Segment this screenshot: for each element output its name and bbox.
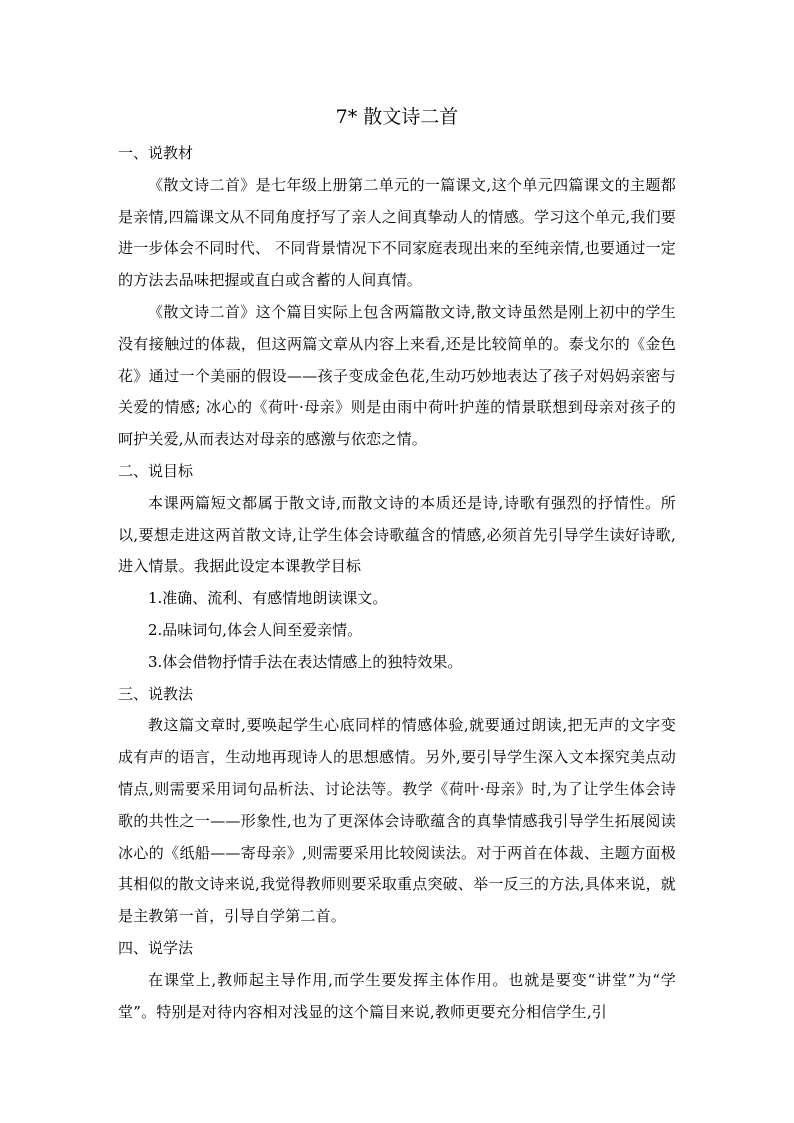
section-heading-teaching-material: 一、说教材 [118,144,194,162]
paragraph: 在课堂上,教师起主导作用,而学生要发挥主体作用。也就是要变“讲堂”为“学堂”。特别是对待内容相对浅显的这个篇目来说,教师更要充分相信学生,引 [118,970,676,1021]
objective-item: 2.品味词句,体会人间至爱亲情。 [148,620,363,639]
paragraph: 《散文诗二首》这个篇目实际上包含两篇散文诗,散文诗虽然是刚上初中的学生没有接触过的体裁，但这两篇文章从内容上来看,还是比较简单的。泰戈尔的《金色花》通过一个美丽的假设——孩子变成金色花,生动巧妙地表达了孩子对妈妈亲密与关爱的情感; 冰心的《荷叶·母亲》则是由雨中荷叶护莲的情景联想到母亲对孩子的呵护关爱,从而表达对母亲的感激与依恋之情。 [118,302,676,449]
paragraph: 本课两篇短文都属于散文诗,而散文诗的本质还是诗,诗歌有强烈的抒情性。所以,要想走进这两首散文诗,让学生体会诗歌蕴含的情感,必须首先引导学生读好诗歌,进入情景。我据此设定本课教学目标 [118,493,676,576]
section-heading-teaching-method: 三、说教法 [118,684,194,703]
objective-item: 1.准确、流利、有感情地朗读课文。 [148,589,388,608]
paragraph: 教这篇文章时,要唤起学生心底同样的情感体验,就要通过朗读,把无声的文字变成有声的语言，生动地再现诗人的思想感情。另外,要引导学生深入文本探究美点动情点,则需要采用词句品析法、讨论法等。教学《荷叶·母亲》时,为了让学生体会诗歌的共性之一——形象性,也为了更深体会诗歌蕴含的真挚情感我引导学生拓展阅读冰心的《纸船——寄母亲》,则需要采用比较阅读法。对于两首在体裁、主题方面极其相似的散文诗来说,我觉得教师则要采取重点突破、举一反三的方法,具体来说，就是主教第一首，引导自学第二首。 [118,716,676,926]
objective-item: 3.体会借物抒情手法在表达情感上的独特效果。 [148,652,463,671]
document-title: 7* 散文诗二首 [335,106,459,128]
document-page [118,100,676,1028]
section-heading-objectives: 二、说目标 [118,461,194,480]
section-heading-learning-method: 四、说学法 [118,938,194,957]
paragraph: 《散文诗二首》是七年级上册第二单元的一篇课文,这个单元四篇课文的主题都是亲情,四篇课文从不同角度抒写了亲人之间真挚动人的情感。学习这个单元,我们要进一步体会不同时代、 不同背景情况下不同家庭表现出来的至纯亲情,也要通过一定的方法去品味把握或直白或含蓄的人间真情。 [118,175,676,290]
